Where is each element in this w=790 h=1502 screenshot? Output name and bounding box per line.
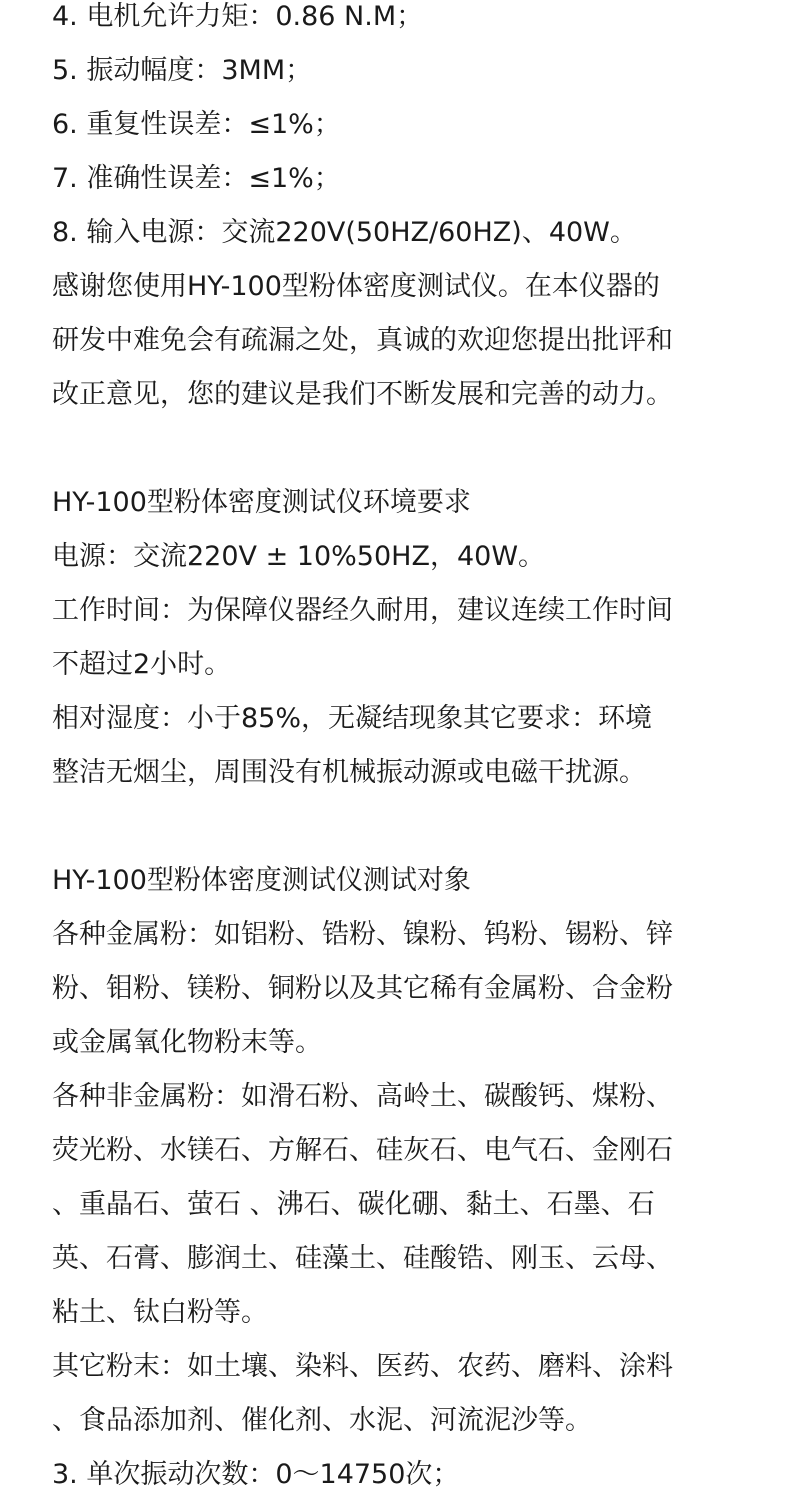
text-line: 电源：交流220V ± 10%50HZ，40W。 [52, 541, 546, 572]
text-line: 、重晶石、萤石 、沸石、碳化硼、黏土、石墨、石 [52, 1189, 655, 1220]
text-line: 3. 单次振动次数：0～14750次； [52, 1459, 460, 1490]
text-line: 4. 电机允许力矩：0.86 N.M； [52, 1, 424, 32]
text-line: 改正意见，您的建议是我们不断发展和完善的动力。 [52, 379, 673, 410]
text-line: 整洁无烟尘，周围没有机械振动源或电磁干扰源。 [52, 757, 646, 788]
text-line: 感谢您使用HY-100型粉体密度测试仪。在本仪器的 [52, 271, 660, 302]
text-line: 英、石膏、膨润土、硅藻土、硅酸锆、刚玉、云母、 [52, 1243, 673, 1274]
text-line: 各种非金属粉：如滑石粉、高岭土、碳酸钙、煤粉、 [52, 1081, 673, 1112]
text-line: 研发中难免会有疏漏之处，真诚的欢迎您提出批评和 [52, 325, 673, 356]
text-line: 其它粉末：如土壤、染料、医药、农药、磨料、涂料 [52, 1351, 673, 1382]
text-line: 粉、钼粉、镁粉、铜粉以及其它稀有金属粉、合金粉 [52, 973, 673, 1004]
section-heading: HY-100型粉体密度测试仪测试对象 [52, 865, 471, 896]
text-line: 8. 输入电源：交流220V(50HZ/60HZ)、40W。 [52, 217, 637, 248]
text-line: 各种金属粉：如铝粉、锆粉、镍粉、钨粉、锡粉、锌 [52, 919, 673, 950]
text-line: 5. 振动幅度：3MM； [52, 55, 313, 86]
text-line: 粘土、钛白粉等。 [52, 1297, 268, 1328]
document-body [52, 0, 752, 1502]
text-line: 荧光粉、水镁石、方解石、硅灰石、电气石、金刚石 [52, 1135, 673, 1166]
blank-line [52, 800, 752, 854]
text-line: 、食品添加剂、催化剂、水泥、河流泥沙等。 [52, 1405, 592, 1436]
text-line: 或金属氧化物粉末等。 [52, 1027, 322, 1058]
text-line: 相对湿度：小于85%，无凝结现象其它要求：环境 [52, 703, 653, 734]
text-line: 6. 重复性误差：≤1%； [52, 109, 341, 140]
text-line: 7. 准确性误差：≤1%； [52, 163, 341, 194]
text-line: 工作时间：为保障仪器经久耐用，建议连续工作时间 [52, 595, 673, 626]
blank-line [52, 422, 752, 476]
section-heading: HY-100型粉体密度测试仪环境要求 [52, 487, 471, 518]
text-line: 不超过2小时。 [52, 649, 232, 680]
